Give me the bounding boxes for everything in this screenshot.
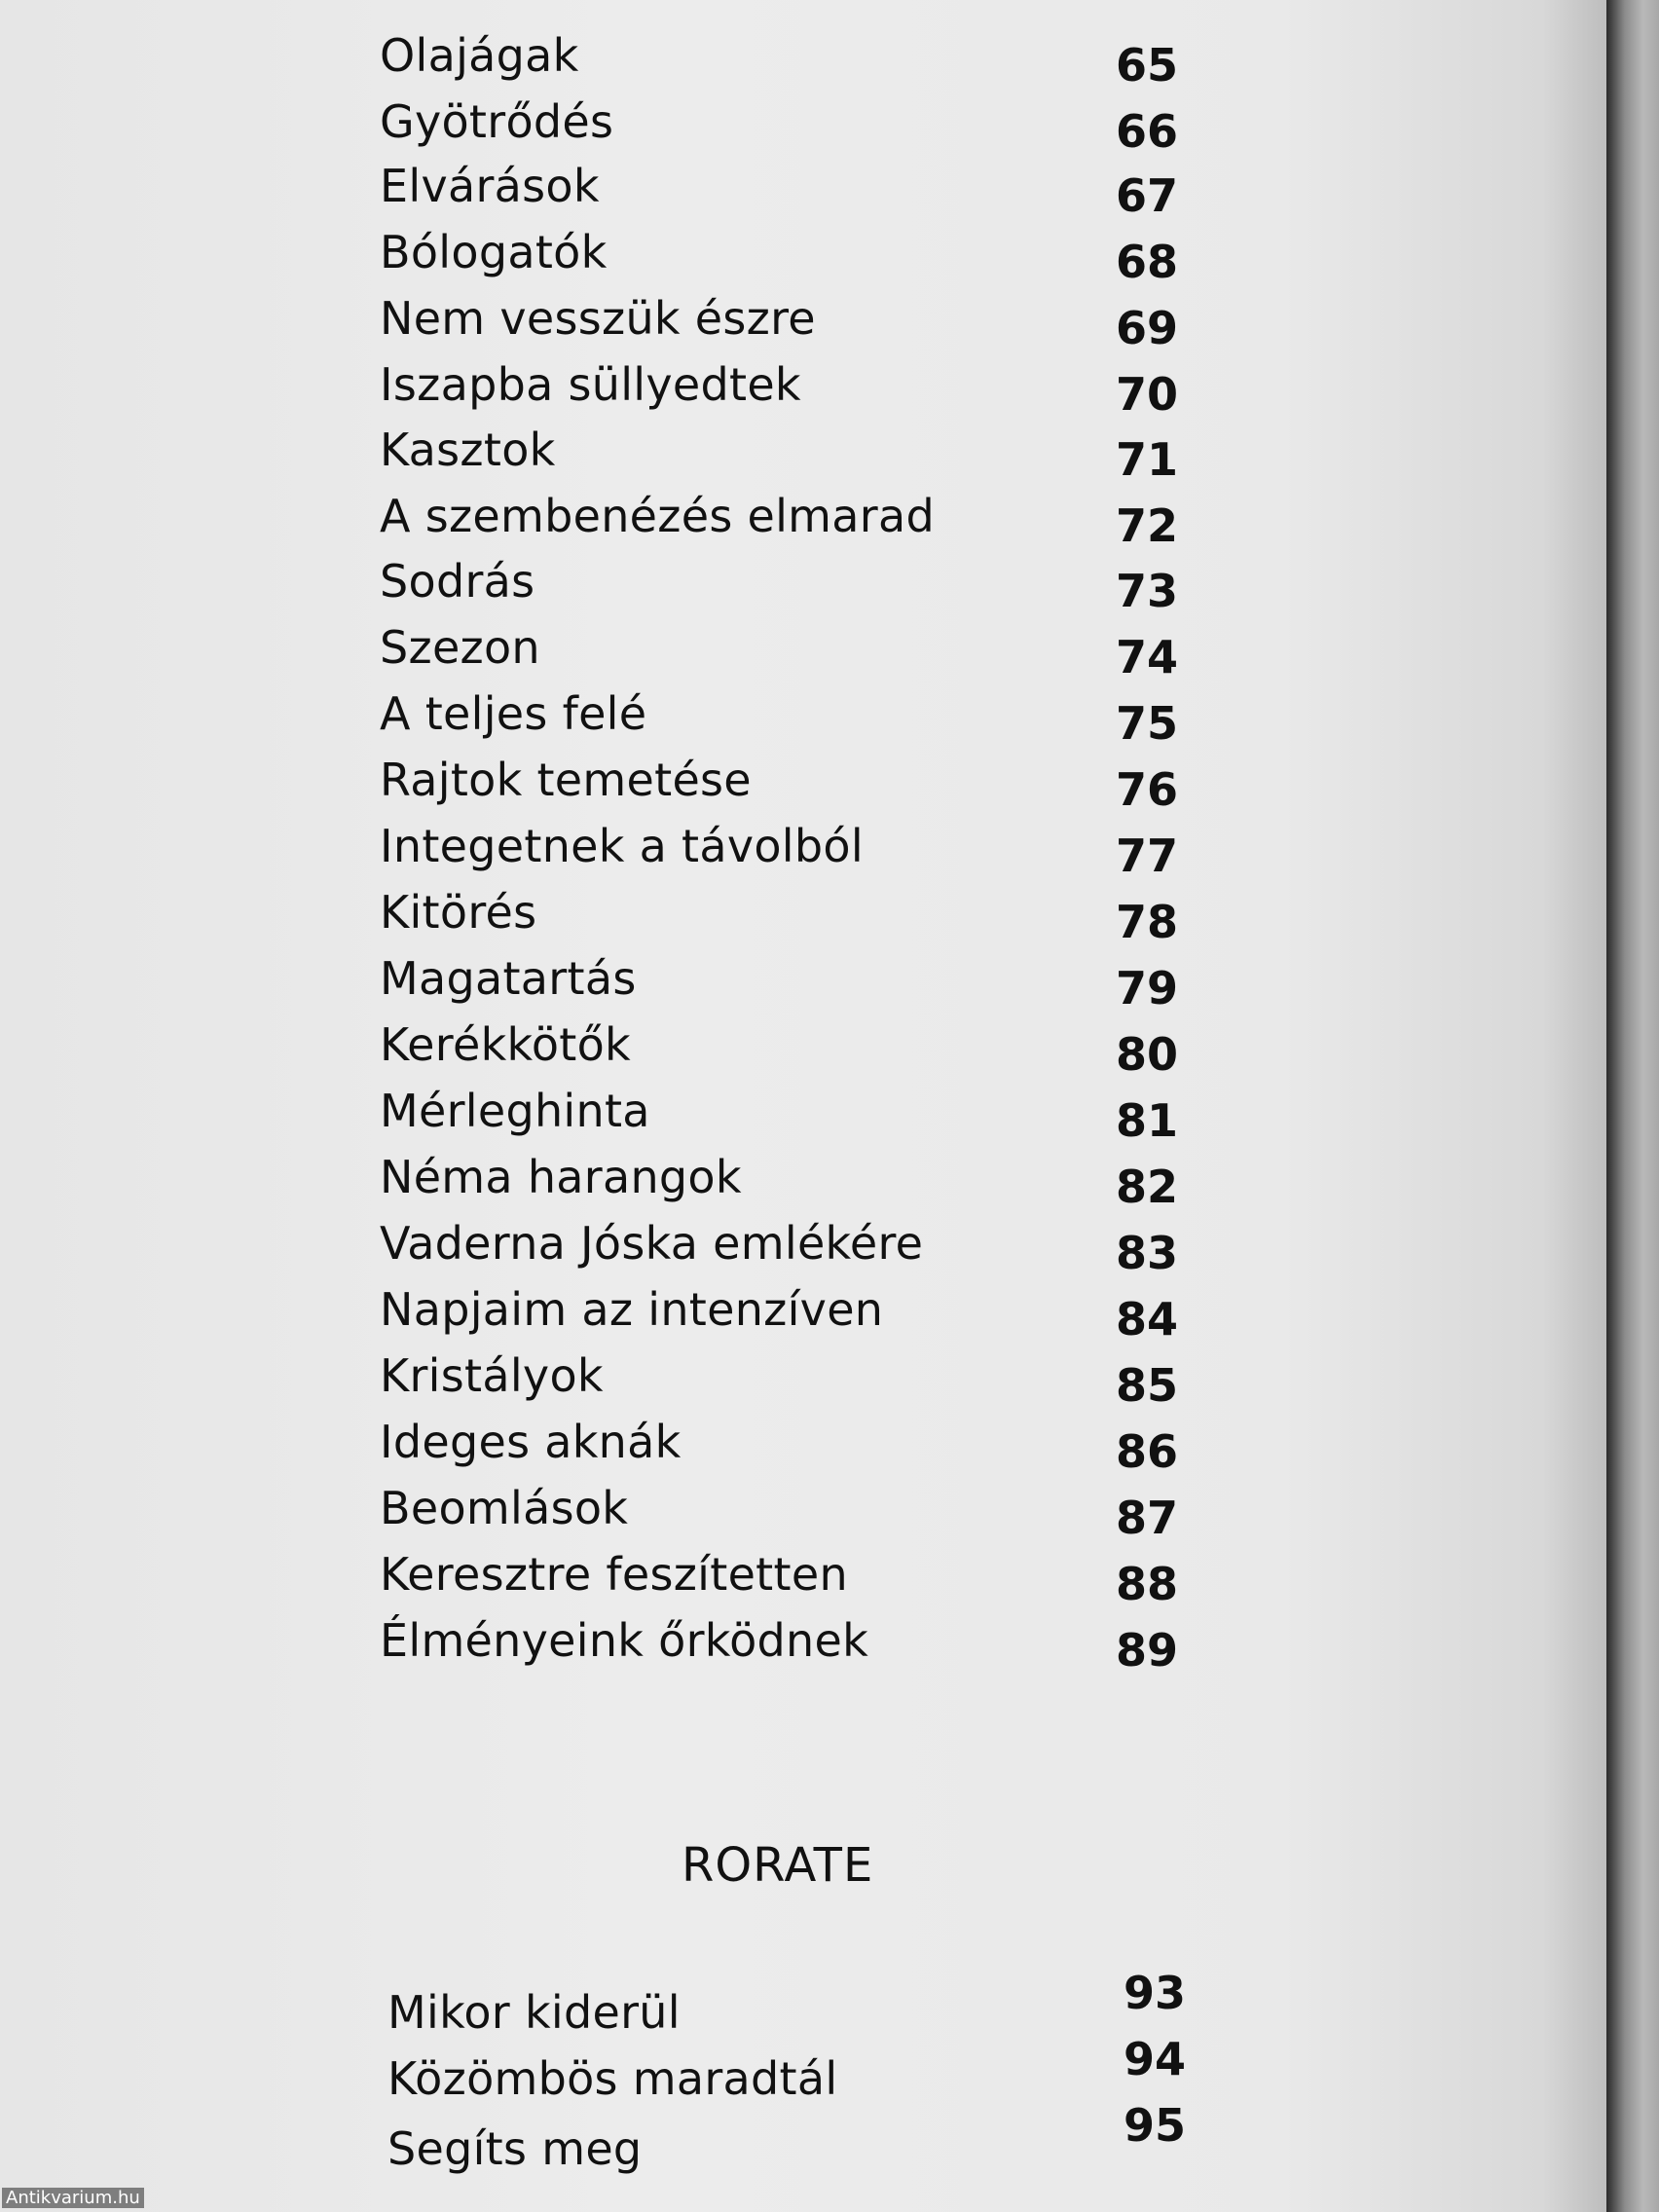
- toc-entry: [380, 1085, 1178, 1151]
- toc-entry-title: Olajágak: [380, 29, 579, 82]
- toc-entry-page: 75: [1115, 697, 1178, 750]
- toc-entry-title: Iszapba süllyedtek: [380, 358, 801, 411]
- toc-entry-title: Bólogatók: [380, 226, 608, 278]
- toc-entry-page: 87: [1115, 1492, 1178, 1544]
- toc-entry-title: Elvárások: [380, 160, 600, 212]
- toc-entry-page: 82: [1115, 1161, 1178, 1213]
- toc-entry: [380, 886, 1178, 952]
- toc-entry: [380, 29, 1178, 95]
- book-gutter: [1606, 0, 1659, 2212]
- toc-entry-title: Mikor kiderül: [387, 1986, 681, 2039]
- toc-entry-page: 84: [1115, 1293, 1178, 1346]
- toc-entry-title: Szezon: [380, 621, 540, 674]
- toc-entry: [380, 1349, 1178, 1416]
- toc-entry-page: 88: [1115, 1558, 1178, 1610]
- toc-entry-title: Integetnek a távolból: [380, 820, 864, 872]
- toc-entry-title: A szembenézés elmarad: [380, 490, 935, 542]
- toc-entry-title: Beomlások: [380, 1482, 629, 1534]
- toc-entry-page: 74: [1115, 631, 1178, 683]
- toc-entry-page: 72: [1115, 499, 1178, 552]
- toc-entry: [387, 2033, 1186, 2109]
- toc-entry: [380, 555, 1178, 621]
- toc-entry-title: Néma harangok: [380, 1151, 742, 1203]
- toc-entry-title: Élményeink őrködnek: [380, 1614, 869, 1667]
- toc-entry: [380, 1482, 1178, 1548]
- toc-entry: [380, 754, 1178, 820]
- toc-entry-page: 93: [1123, 1967, 1186, 2019]
- toc-entry-page: 67: [1115, 169, 1178, 222]
- toc-entry-title: Sodrás: [380, 555, 535, 608]
- toc-entry-page: 66: [1115, 105, 1178, 158]
- toc-entry: [380, 358, 1178, 424]
- toc-entry-title: Vaderna Jóska emlékére: [380, 1217, 924, 1270]
- toc-entry-page: 73: [1115, 565, 1178, 617]
- toc-entry-page: 70: [1115, 368, 1178, 421]
- toc-entry: [380, 952, 1178, 1018]
- toc-entry-page: 76: [1115, 763, 1178, 816]
- toc-entry-title: Közömbös maradtál: [387, 2052, 838, 2105]
- toc-entry-title: Nem vesszük észre: [380, 292, 816, 345]
- toc-entry-title: Kitörés: [380, 886, 537, 939]
- toc-entry: [380, 687, 1178, 754]
- toc-entry: [387, 1967, 1186, 2043]
- toc-entry-page: 81: [1115, 1094, 1178, 1147]
- toc-entry: [380, 1416, 1178, 1482]
- watermark-label: Antikvarium.hu: [2, 2188, 144, 2208]
- toc-entry-page: 71: [1115, 433, 1178, 486]
- toc-entry: [380, 95, 1178, 162]
- toc-entry-page: 68: [1115, 236, 1178, 288]
- toc-entry: [380, 820, 1178, 886]
- toc-entry-page: 78: [1115, 896, 1178, 948]
- toc-entry: [380, 424, 1178, 490]
- toc-entry-title: Kristályok: [380, 1349, 604, 1402]
- toc-entry: [387, 2099, 1186, 2175]
- toc-entry-page: 85: [1115, 1359, 1178, 1412]
- toc-entry-page: 80: [1115, 1028, 1178, 1081]
- toc-entry-title: Magatartás: [380, 952, 637, 1005]
- toc-entry-title: Keresztre feszítetten: [380, 1548, 848, 1601]
- toc-entry: [380, 490, 1178, 556]
- toc-entry-page: 86: [1115, 1425, 1178, 1478]
- toc-entry-title: Rajtok temetése: [380, 754, 752, 806]
- toc-entry-page: 79: [1115, 962, 1178, 1014]
- toc-entry-title: Ideges aknák: [380, 1416, 682, 1468]
- toc-entry-title: Gyötrődés: [380, 95, 614, 148]
- toc-entry: [380, 1151, 1178, 1217]
- toc-entry: [380, 1283, 1178, 1349]
- toc-entry: [380, 1548, 1178, 1614]
- toc-entry: [380, 292, 1178, 358]
- toc-entry-page: 77: [1115, 830, 1178, 882]
- toc-entry-page: 69: [1115, 302, 1178, 354]
- toc-entry-page: 89: [1115, 1624, 1178, 1677]
- toc-entry-page: 65: [1115, 39, 1178, 92]
- toc-entry-page: 95: [1123, 2099, 1186, 2152]
- toc-entry-title: Mérleghinta: [380, 1085, 650, 1137]
- toc-entry: [380, 226, 1178, 292]
- toc-entry-title: Napjaim az intenzíven: [380, 1283, 884, 1336]
- toc-entry: [380, 160, 1178, 226]
- toc-entry: [380, 621, 1178, 687]
- toc-entry-title: A teljes felé: [380, 687, 647, 740]
- toc-entry-title: Kerékkötők: [380, 1018, 631, 1071]
- toc-entry-page: 83: [1115, 1227, 1178, 1279]
- toc-entry-title: Kasztok: [380, 424, 556, 476]
- toc-entry: [380, 1217, 1178, 1283]
- toc-entry: [380, 1018, 1178, 1085]
- toc-entry-page: 94: [1123, 2033, 1186, 2085]
- toc-entry: [380, 1614, 1178, 1680]
- toc-entry-title: Segíts meg: [387, 2122, 643, 2175]
- section-heading: RORATE: [682, 1838, 874, 1893]
